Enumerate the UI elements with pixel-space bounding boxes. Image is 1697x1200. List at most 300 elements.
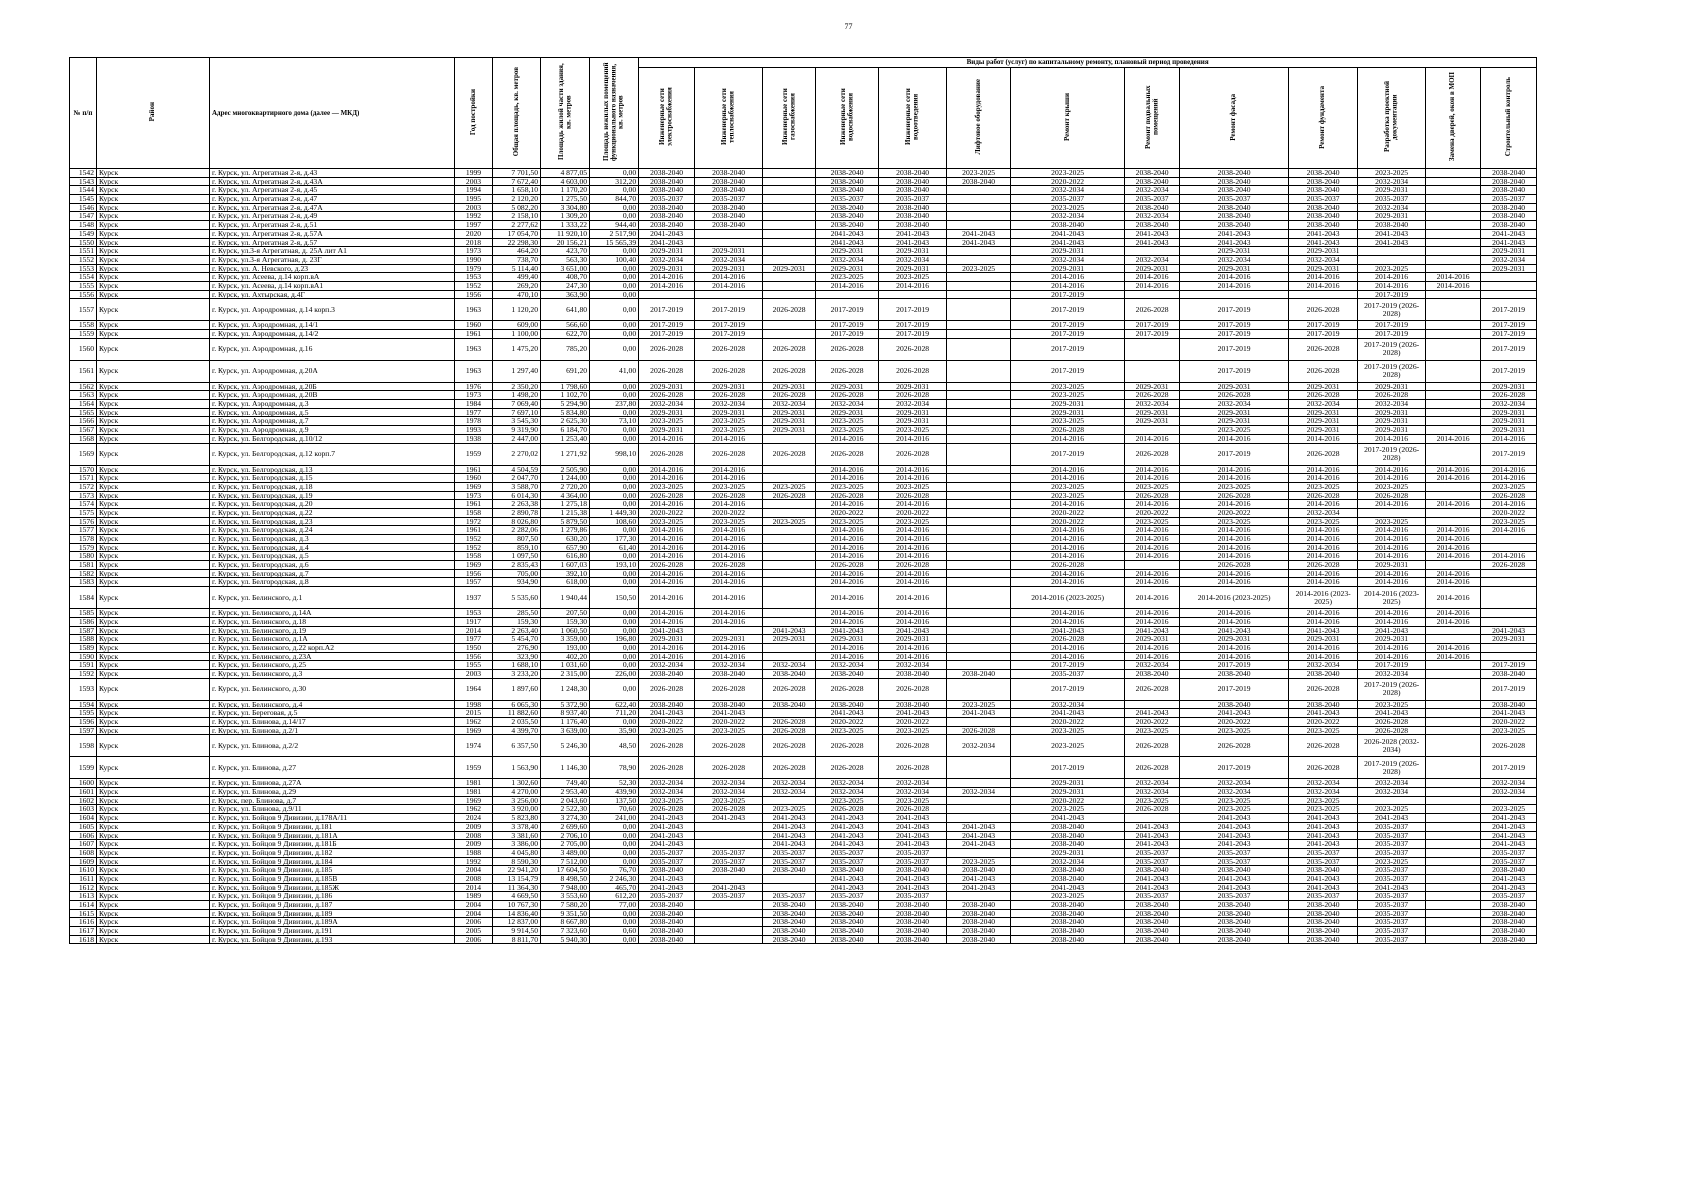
table-cell: 2014-2016 xyxy=(816,535,879,544)
header-district xyxy=(97,58,210,169)
table-cell: 2029-2031 xyxy=(1125,408,1180,417)
table-cell: 2026-2028 xyxy=(639,561,695,570)
table-cell: 2032-2034 xyxy=(763,788,816,797)
table-cell: 2 263,40 xyxy=(493,626,541,635)
table-cell: г. Курск, пер. Блинова, д.7 xyxy=(210,796,455,805)
table-cell: 0,00 xyxy=(590,247,639,256)
table-cell: г. Курск, ул. Аэродромная, д.14/1 xyxy=(210,321,455,330)
table-cell: 2035-2037 xyxy=(1358,901,1426,910)
header-work-12 xyxy=(1481,68,1537,169)
table-cell: Курск xyxy=(97,626,210,635)
table-cell: 2017-2019 xyxy=(1180,321,1289,330)
table-cell xyxy=(1426,909,1481,918)
table-cell: 2014-2016 xyxy=(1289,578,1358,587)
table-cell: 2014-2016 xyxy=(879,652,947,661)
table-cell: 2029-2031 xyxy=(695,247,763,256)
table-cell: 2029-2031 xyxy=(879,382,947,391)
table-row xyxy=(70,474,1537,483)
table-cell xyxy=(1481,535,1537,544)
table-cell: 2038-2040 xyxy=(1011,221,1125,230)
table-cell: 2029-2031 xyxy=(879,417,947,426)
table-cell: г. Курск, ул. Бойцов 9 Дивизии, д.181А xyxy=(210,831,455,840)
table-cell: 2026-2028 xyxy=(639,360,695,382)
table-cell: 2038-2040 xyxy=(1289,177,1358,186)
table-cell: 3 386,00 xyxy=(493,840,541,849)
table-cell: 1956 xyxy=(455,652,493,661)
table-cell: Курск xyxy=(97,805,210,814)
table-cell xyxy=(1426,735,1481,757)
table-cell: 2038-2040 xyxy=(639,927,695,936)
table-cell xyxy=(763,169,816,178)
table-cell: 2017-2019 xyxy=(1358,290,1426,299)
table-cell: 2026-2028 xyxy=(947,726,1011,735)
table-row xyxy=(70,221,1537,230)
table-cell: 2014-2016 xyxy=(1180,617,1289,626)
table-cell: 2029-2031 xyxy=(695,408,763,417)
header-work-1 xyxy=(695,68,763,169)
table-cell xyxy=(947,426,1011,435)
table-cell: 2017-2019 (2026-2028) xyxy=(1358,443,1426,465)
table-row xyxy=(70,482,1537,491)
table-cell: 0,00 xyxy=(590,609,639,618)
table-cell: Курск xyxy=(97,569,210,578)
table-cell xyxy=(763,465,816,474)
table-cell: 2026-2028 xyxy=(816,735,879,757)
table-cell: 2038-2040 xyxy=(816,186,879,195)
table-cell: 2029-2031 xyxy=(816,408,879,417)
table-cell: 4 504,59 xyxy=(493,465,541,474)
table-cell xyxy=(1125,700,1180,709)
table-cell: 3 359,00 xyxy=(541,635,590,644)
table-cell: 2026-2028 xyxy=(1125,299,1180,321)
table-row xyxy=(70,901,1537,910)
table-cell: 2038-2040 xyxy=(763,935,816,944)
table-cell: 2014-2016 xyxy=(1481,434,1537,443)
table-cell: 1572 xyxy=(70,482,97,491)
table-cell: 2038-2040 xyxy=(639,700,695,709)
table-cell: 2023-2025 xyxy=(695,796,763,805)
table-cell: Курск xyxy=(97,892,210,901)
table-cell: 2014-2016 xyxy=(816,652,879,661)
table-cell: 1 271,92 xyxy=(541,443,590,465)
table-cell: 2008 xyxy=(455,874,493,883)
table-cell: 2041-2043 xyxy=(879,883,947,892)
table-cell: г. Курск, ул. Бойцов 9 Дивизии, д.193 xyxy=(210,935,455,944)
table-cell: 2017-2019 xyxy=(1011,321,1125,330)
table-cell: 2017-2019 xyxy=(1011,330,1125,339)
table-cell: 2035-2037 xyxy=(695,892,763,901)
table-cell: 2014-2016 xyxy=(1011,465,1125,474)
table-cell: г. Курск, ул. Белгородская, д.4 xyxy=(210,543,455,552)
table-cell: 2006 xyxy=(455,935,493,944)
table-cell: 1 176,40 xyxy=(541,718,590,727)
table-cell: 2023-2025 xyxy=(816,796,879,805)
table-cell: 2029-2031 xyxy=(1358,635,1426,644)
table-cell xyxy=(1481,587,1537,609)
table-cell: 1992 xyxy=(455,212,493,221)
table-cell: г. Курск, ул. Белинского, д.1А xyxy=(210,635,455,644)
table-cell xyxy=(879,290,947,299)
table-cell: 2035-2037 xyxy=(879,848,947,857)
table-cell: 2035-2037 xyxy=(816,848,879,857)
table-cell: г. Курск, ул. Белинского, д.30 xyxy=(210,678,455,700)
table-cell: 2017-2019 xyxy=(1180,661,1289,670)
table-cell: 2017-2019 xyxy=(816,321,879,330)
table-cell xyxy=(947,626,1011,635)
table-cell: 2038-2040 xyxy=(695,669,763,678)
table-cell: 2035-2037 xyxy=(763,892,816,901)
table-cell: 2014-2016 xyxy=(1180,652,1289,661)
table-cell: 2020-2022 xyxy=(1011,508,1125,517)
table-cell: 785,20 xyxy=(541,338,590,360)
table-cell: 2029-2031 xyxy=(879,247,947,256)
header-work-text: Строительный контроль xyxy=(1503,77,1512,157)
table-cell: г. Курск, ул. Белгородская, д.6 xyxy=(210,561,455,570)
table-cell: 2014-2016 xyxy=(879,535,947,544)
table-cell: 2014-2016 xyxy=(1289,434,1358,443)
table-cell: 2026-2028 xyxy=(639,443,695,465)
table-cell: 2041-2043 xyxy=(879,831,947,840)
table-cell: 2038-2040 xyxy=(879,177,947,186)
table-cell: 2038-2040 xyxy=(1481,700,1537,709)
table-cell: 2041-2043 xyxy=(816,626,879,635)
table-cell: 1552 xyxy=(70,255,97,264)
table-row xyxy=(70,857,1537,866)
table-cell: 2041-2043 xyxy=(1011,626,1125,635)
table-cell: 1961 xyxy=(455,500,493,509)
table-cell: г. Курск, ул. Бойцов 9 Дивизии, д.184 xyxy=(210,857,455,866)
header-work-9 xyxy=(1289,68,1358,169)
header-work-text: Лифтовое оборудование xyxy=(973,79,982,155)
table-cell: 2014-2016 xyxy=(1426,543,1481,552)
table-cell: 14 836,40 xyxy=(493,909,541,918)
table-cell: 78,90 xyxy=(590,757,639,779)
table-cell: Курск xyxy=(97,814,210,823)
table-cell: 2041-2043 xyxy=(1125,840,1180,849)
table-cell: 2014-2016 xyxy=(1426,587,1481,609)
table-cell: 1588 xyxy=(70,635,97,644)
table-cell: 159,30 xyxy=(493,617,541,626)
table-cell: г. Курск, ул. Агрегатная 2-я, д.43 xyxy=(210,169,455,178)
table-cell: 2014-2016 xyxy=(1289,643,1358,652)
table-cell: 2038-2040 xyxy=(1125,221,1180,230)
table-cell: 1973 xyxy=(455,247,493,256)
table-row xyxy=(70,735,1537,757)
table-cell: 2038-2040 xyxy=(879,169,947,178)
table-row xyxy=(70,426,1537,435)
table-cell: 2038-2040 xyxy=(816,927,879,936)
table-cell: 0,00 xyxy=(590,526,639,535)
header-work-text: Ремонт фасада xyxy=(1229,93,1238,141)
table-cell: Курск xyxy=(97,840,210,849)
header-work-10 xyxy=(1358,68,1426,169)
table-row xyxy=(70,796,1537,805)
table-cell: 1952 xyxy=(455,281,493,290)
table-cell: 2038-2040 xyxy=(1125,203,1180,212)
table-cell xyxy=(763,535,816,544)
table-cell: 2041-2043 xyxy=(763,814,816,823)
table-cell xyxy=(763,186,816,195)
table-cell: 2026-2028 xyxy=(816,360,879,382)
table-cell: 0,00 xyxy=(590,391,639,400)
table-cell: 392,10 xyxy=(541,569,590,578)
table-cell: 0,00 xyxy=(590,678,639,700)
table-row xyxy=(70,757,1537,779)
table-cell: 2041-2043 xyxy=(1289,229,1358,238)
table-cell: 2014-2016 (2023-2025) xyxy=(1289,587,1358,609)
table-cell: 3 553,60 xyxy=(541,892,590,901)
table-cell: 2017-2019 xyxy=(816,330,879,339)
table-cell: 1 248,30 xyxy=(541,678,590,700)
table-cell: 2029-2031 xyxy=(639,247,695,256)
table-cell: 1 275,50 xyxy=(541,195,590,204)
table-cell: 2035-2037 xyxy=(1481,195,1537,204)
table-cell: 2035-2037 xyxy=(639,892,695,901)
table-cell: Курск xyxy=(97,883,210,892)
table-cell: 2014-2016 xyxy=(816,543,879,552)
table-cell xyxy=(1180,290,1289,299)
table-cell: 1612 xyxy=(70,883,97,892)
table-cell: 2020-2022 xyxy=(639,718,695,727)
table-cell: 2014-2016 xyxy=(879,578,947,587)
table-cell: 2023-2025 xyxy=(639,796,695,805)
table-cell: 2026-2028 xyxy=(1289,360,1358,382)
table-row xyxy=(70,212,1537,221)
table-cell: 2032-2034 xyxy=(763,779,816,788)
table-cell: 0,00 xyxy=(590,434,639,443)
table-cell: г. Курск, ул.3-я Агрегатная, д. 25А лит А1 xyxy=(210,247,455,256)
table-cell: 2035-2037 xyxy=(639,848,695,857)
table-cell: 2038-2040 xyxy=(1180,909,1289,918)
table-cell: 2014-2016 (2023-2025) xyxy=(1180,587,1289,609)
table-cell: 2041-2043 xyxy=(1481,874,1537,883)
table-cell xyxy=(763,238,816,247)
table-cell: 2035-2037 xyxy=(1358,909,1426,918)
table-cell: 1963 xyxy=(455,338,493,360)
table-cell: 2029-2031 xyxy=(763,408,816,417)
table-row xyxy=(70,848,1537,857)
table-cell: 2014-2016 xyxy=(816,578,879,587)
table-cell: г. Курск, ул. Агрегатная 2-я, д.47А xyxy=(210,203,455,212)
table-cell: 2017-2019 xyxy=(1481,757,1537,779)
table-cell: 2014-2016 xyxy=(639,526,695,535)
table-cell: 2038-2040 xyxy=(1011,866,1125,875)
table-cell: 2041-2043 xyxy=(639,822,695,831)
table-cell: 2041-2043 xyxy=(763,831,816,840)
table-cell xyxy=(947,500,1011,509)
table-cell: 2014-2016 xyxy=(1358,652,1426,661)
table-cell: 1984 xyxy=(455,400,493,409)
table-cell: 2029-2031 xyxy=(1481,264,1537,273)
table-cell: 2026-2028 xyxy=(695,443,763,465)
table-cell: 1586 xyxy=(70,617,97,626)
table-cell: 2023-2025 xyxy=(879,426,947,435)
table-cell: 1558 xyxy=(70,321,97,330)
table-cell: Курск xyxy=(97,203,210,212)
table-cell: 2014-2016 xyxy=(879,643,947,652)
table-cell xyxy=(1426,901,1481,910)
table-cell: 2041-2043 xyxy=(1180,822,1289,831)
table-cell: 2014-2016 xyxy=(639,652,695,661)
table-cell: 2032-2034 xyxy=(1180,400,1289,409)
table-cell: 2026-2028 xyxy=(639,735,695,757)
table-cell: 2014-2016 xyxy=(816,617,879,626)
table-cell: 2032-2034 xyxy=(1358,177,1426,186)
table-cell: г. Курск, ул. Бойцов 9 Дивизии, д.187 xyxy=(210,901,455,910)
table-cell: 2041-2043 xyxy=(1481,229,1537,238)
table-cell xyxy=(947,212,1011,221)
table-cell xyxy=(1125,360,1180,382)
table-cell xyxy=(1426,757,1481,779)
table-cell: 1978 xyxy=(455,417,493,426)
table-cell xyxy=(763,796,816,805)
table-cell: г. Курск, ул. Блинова, д.27 xyxy=(210,757,455,779)
table-cell: 2017-2019 xyxy=(695,299,763,321)
table-cell: 2026-2028 xyxy=(1358,491,1426,500)
table-cell: 2029-2031 xyxy=(1180,264,1289,273)
table-cell: 8 590,30 xyxy=(493,857,541,866)
table-cell: 2017-2019 xyxy=(1180,678,1289,700)
table-cell: г. Курск, ул. Аэродромная, д.3 xyxy=(210,400,455,409)
table-row xyxy=(70,874,1537,883)
table-cell xyxy=(1426,927,1481,936)
table-cell: 0,00 xyxy=(590,822,639,831)
table-cell: 2038-2040 xyxy=(947,901,1011,910)
table-cell: 0,00 xyxy=(590,857,639,866)
table-cell: г. Курск, ул. Бойцов 9 Дивизии, д.178А/11 xyxy=(210,814,455,823)
table-cell xyxy=(947,678,1011,700)
table-cell: 2020-2022 xyxy=(1481,508,1537,517)
table-cell: 1605 xyxy=(70,822,97,831)
table-cell: 2017-2019 xyxy=(1481,443,1537,465)
table-cell: 2014-2016 xyxy=(1481,465,1537,474)
table-cell: 2023-2025 xyxy=(1011,417,1125,426)
table-cell: 2020-2022 xyxy=(1011,796,1125,805)
table-cell: 2041-2043 xyxy=(879,626,947,635)
table-cell: 2041-2043 xyxy=(879,840,947,849)
table-cell: 2041-2043 xyxy=(695,814,763,823)
table-cell: Курск xyxy=(97,735,210,757)
table-cell: 2035-2037 xyxy=(1125,857,1180,866)
table-cell: Курск xyxy=(97,508,210,517)
table-cell xyxy=(1426,508,1481,517)
table-cell: 2014-2016 xyxy=(639,578,695,587)
table-cell xyxy=(695,626,763,635)
table-cell: 2035-2037 xyxy=(1481,892,1537,901)
table-cell: 1617 xyxy=(70,927,97,936)
table-cell: 1609 xyxy=(70,857,97,866)
table-cell: г. Курск, ул. Аэродромная, д.5 xyxy=(210,408,455,417)
table-cell: 2038-2040 xyxy=(1289,669,1358,678)
table-cell: 2014-2016 xyxy=(695,643,763,652)
table-cell: 0,00 xyxy=(590,264,639,273)
table-cell: г. Курск, ул. А. Невского, д.23 xyxy=(210,264,455,273)
table-cell: 2026-2028 xyxy=(639,757,695,779)
table-cell: 2038-2040 xyxy=(1180,935,1289,944)
table-cell: 1981 xyxy=(455,779,493,788)
table-cell: 2035-2037 xyxy=(763,857,816,866)
table-cell: 2 890,78 xyxy=(493,508,541,517)
table-cell: 1604 xyxy=(70,814,97,823)
table-cell: 616,80 xyxy=(541,552,590,561)
table-cell: 2020-2022 xyxy=(816,718,879,727)
table-cell: Курск xyxy=(97,299,210,321)
table-cell: 2 953,40 xyxy=(541,788,590,797)
table-cell: 2014-2016 xyxy=(695,474,763,483)
table-cell xyxy=(763,709,816,718)
table-cell: 1594 xyxy=(70,700,97,709)
table-cell: 1587 xyxy=(70,626,97,635)
table-row xyxy=(70,700,1537,709)
header-year-text: Год постройки xyxy=(468,88,477,136)
table-cell: 2014-2016 xyxy=(639,617,695,626)
table-cell: 285,50 xyxy=(493,609,541,618)
table-cell: 2038-2040 xyxy=(816,866,879,875)
table-cell xyxy=(1481,617,1537,626)
table-cell: 5 535,60 xyxy=(493,587,541,609)
table-cell: 2014-2016 xyxy=(695,609,763,618)
table-cell: 2026-2028 xyxy=(763,443,816,465)
header-nonliving-area xyxy=(590,58,639,169)
header-work-text: Инженерные сети теплоснабжения xyxy=(720,88,736,146)
table-cell xyxy=(1426,408,1481,417)
table-cell xyxy=(1426,561,1481,570)
table-cell: 2026-2028 xyxy=(879,561,947,570)
table-cell xyxy=(763,652,816,661)
table-cell: 2014-2016 xyxy=(1426,535,1481,544)
table-cell: 5 246,30 xyxy=(541,735,590,757)
table-cell: 1959 xyxy=(455,757,493,779)
table-cell: 2026-2028 xyxy=(1358,391,1426,400)
table-cell: Курск xyxy=(97,382,210,391)
table-cell: 2029-2031 xyxy=(1289,635,1358,644)
table-cell: 1616 xyxy=(70,918,97,927)
table-cell: 2017-2019 (2026-2028) xyxy=(1358,678,1426,700)
table-cell: 499,40 xyxy=(493,273,541,282)
table-cell: 9 319,90 xyxy=(493,426,541,435)
table-cell: 2026-2028 xyxy=(695,678,763,700)
table-cell: Курск xyxy=(97,186,210,195)
table-cell: 738,70 xyxy=(493,255,541,264)
table-cell: 2017-2019 xyxy=(1358,661,1426,670)
table-cell: 2038-2040 xyxy=(816,669,879,678)
table-cell: 1613 xyxy=(70,892,97,901)
table-cell: 0,00 xyxy=(590,491,639,500)
table-cell: Курск xyxy=(97,535,210,544)
table-row xyxy=(70,255,1537,264)
table-cell xyxy=(1426,805,1481,814)
table-cell: 2014-2016 xyxy=(1481,500,1537,509)
table-cell: 2017-2019 xyxy=(1481,299,1537,321)
table-cell: 0,00 xyxy=(590,643,639,652)
table-cell: 2023-2025 xyxy=(763,805,816,814)
table-cell: 2038-2040 xyxy=(1289,866,1358,875)
table-cell: 402,20 xyxy=(541,652,590,661)
table-cell: 2020-2022 xyxy=(816,508,879,517)
table-cell: 1969 xyxy=(455,796,493,805)
header-work-11 xyxy=(1426,68,1481,169)
table-cell: 2017-2019 xyxy=(1011,360,1125,382)
table-cell xyxy=(1426,195,1481,204)
table-cell: 2038-2040 xyxy=(1481,221,1537,230)
table-cell: 2026-2028 xyxy=(1289,678,1358,700)
table-cell: 2026-2028 xyxy=(639,678,695,700)
table-cell xyxy=(695,831,763,840)
table-cell: 2041-2043 xyxy=(947,709,1011,718)
table-cell: 5 114,40 xyxy=(493,264,541,273)
header-work-text: Ремонт фундамента xyxy=(1318,85,1327,149)
table-cell: 2029-2031 xyxy=(639,264,695,273)
